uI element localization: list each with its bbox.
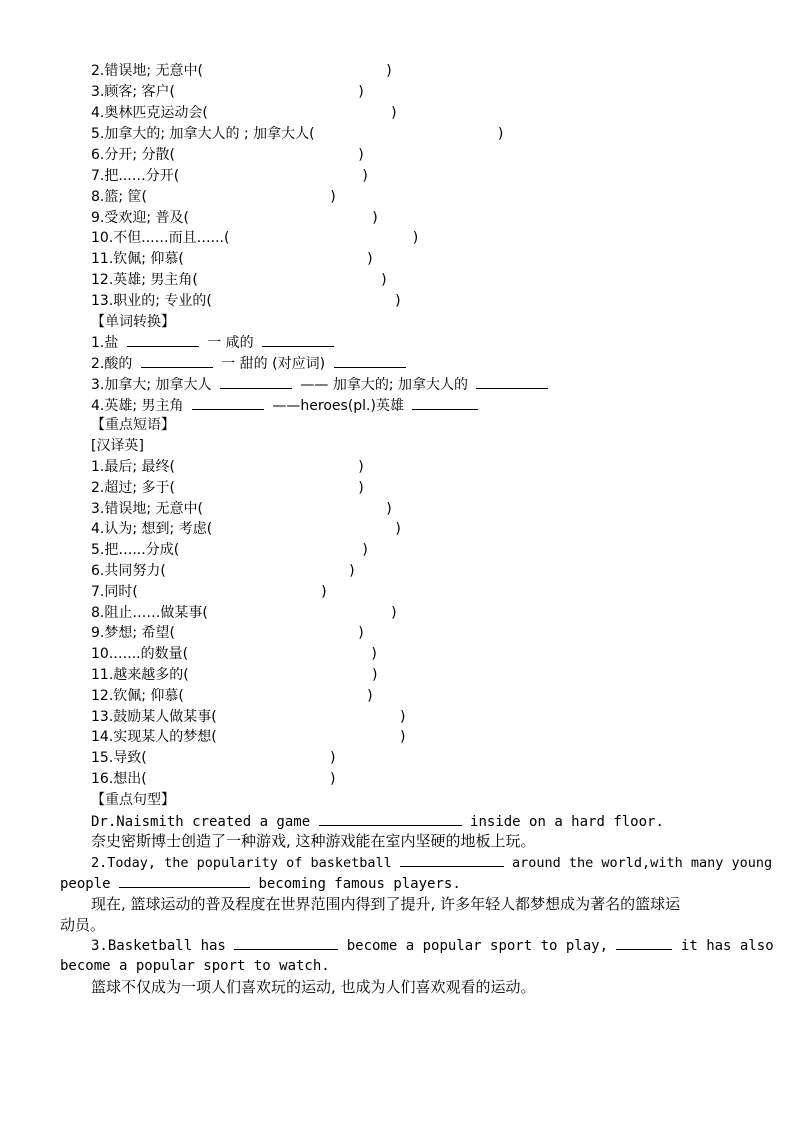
vocab-item [91,125,505,143]
phrase-label: 14.实现某人的梦想( [91,729,217,745]
close-paren: ) [398,729,408,745]
sentence-text: around the world,with many young [512,855,773,871]
vocab-item-label: 3.顾客; 客户( [91,84,175,100]
phrase-item [91,687,374,705]
section-heading-word-transform: 【单词转换】 [91,314,175,330]
phrase-item [91,749,337,767]
phrase-label: 11.越来越多的( [91,667,189,683]
close-paren: ) [319,584,329,600]
answer-blank[interactable] [234,936,338,950]
vocab-item-label: 12.英雄; 男主角( [91,272,198,288]
sentence-2-en-line2 [60,874,461,892]
answer-blank[interactable] [334,354,406,368]
close-paren: ) [379,272,389,288]
sentence-1-cn: 奈史密斯博士创造了一种游戏, 这种游戏能在室内坚硬的地板上玩。 [91,832,536,850]
sentence-text: becoming famous players. [258,876,461,892]
sentence-2-en-line1 [91,853,772,871]
sentence-text: it has also [680,938,774,954]
phrase-label: 12.钦佩; 仰慕( [91,688,184,704]
vocab-item [91,62,393,80]
phrase-item [91,458,365,476]
vocab-item [91,271,388,289]
close-paren: ) [389,605,399,621]
sentence-2-cn-line1: 现在, 篮球运动的普及程度在世界范围内得到了提升, 许多年轻人都梦想成为著名的篮球运 [91,895,681,913]
sentence-text: become a popular sport to play, [346,938,609,954]
vocab-item-label: 6.分开; 分散( [91,147,175,163]
phrase-label: 6.共同努力( [91,563,166,579]
phrase-item [91,562,356,580]
phrase-item [91,666,379,684]
vocab-item [91,83,365,101]
answer-blank[interactable] [262,333,334,347]
phrase-label: 4.认为; 想到; 考虑( [91,521,213,537]
phrase-label: 1.最后; 最终( [91,459,175,475]
phrase-item [91,770,337,788]
phrase-item [91,708,407,726]
sentence-text: people [60,876,111,892]
phrase-item [91,728,407,746]
sentence-text: 3.Basketball has [91,938,226,954]
close-paren: ) [361,168,370,184]
vocab-item [91,146,365,164]
word-prompt: 1.盐 [91,335,119,351]
phrase-item [91,583,328,601]
word-transform-item [91,375,548,393]
word-transform-item [91,354,406,372]
close-paren: ) [411,230,420,246]
close-paren: ) [361,542,370,558]
word-prompt: 一 甜的 (对应词) [221,356,326,372]
phrase-item [91,541,370,559]
close-paren: ) [393,293,403,309]
answer-blank[interactable] [127,333,199,347]
vocab-item [91,292,402,310]
answer-blank[interactable] [141,354,213,368]
answer-blank[interactable] [192,396,264,410]
phrase-item [91,624,365,642]
answer-blank[interactable] [319,812,462,826]
vocab-item [91,167,370,185]
word-prompt: 3.加拿大; 加拿大人 [91,377,212,393]
sentence-text: Dr.Naismith created a game [91,814,311,830]
vocab-item-label: 4.奥林匹克运动会( [91,105,208,121]
vocab-item-label: 8.篮; 筐( [91,189,147,205]
phrase-item [91,604,398,622]
close-paren: ) [328,750,338,766]
phrases-subtitle: [汉译英] [91,438,144,454]
phrase-label: 16.想出( [91,771,147,787]
vocab-item-label: 2.错误地; 无意中( [91,63,203,79]
phrase-label: 9.梦想; 希望( [91,625,175,641]
phrase-item [91,645,379,663]
answer-blank[interactable] [220,375,292,389]
phrase-label: 5.把…...分成( [91,542,180,558]
close-paren: ) [357,459,366,475]
sentence-text: 2.Today, the popularity of basketball [91,855,392,871]
phrase-label: 10.…...的数量( [91,646,189,662]
vocab-item-label: 7.把...…分开( [91,168,180,184]
word-prompt: 2.酸的 [91,356,133,372]
sentence-text: inside on a hard floor. [470,814,664,830]
close-paren: ) [394,521,403,537]
answer-blank[interactable] [616,936,672,950]
close-paren: ) [328,771,338,787]
section-heading-phrases: 【重点短语】 [91,417,175,433]
sentence-1-en [91,812,664,830]
sentence-3-en-line2: become a popular sport to watch. [60,958,330,974]
phrase-item [91,500,393,518]
sentence-3-cn: 篮球不仅成为一项人们喜欢玩的运动, 也成为人们喜欢观看的运动。 [91,978,536,996]
close-paren: ) [389,105,399,121]
vocab-item [91,229,420,247]
vocab-item [91,250,374,268]
answer-blank[interactable] [476,375,548,389]
close-paren: ) [329,189,338,205]
close-paren: ) [370,646,379,662]
answer-blank[interactable] [412,396,478,410]
vocab-item-label: 9.受欢迎; 普及( [91,210,189,226]
close-paren: ) [496,126,506,142]
vocab-item-label: 11.钦佩; 仰慕( [91,251,184,267]
word-prompt: 4.英雄; 男主角 [91,398,184,414]
close-paren: ) [357,480,366,496]
vocab-item-label: 10.不但...…而且…...( [91,230,230,246]
phrase-label: 3.错误地; 无意中( [91,501,203,517]
phrase-label: 15.导致( [91,750,147,766]
vocab-item-label: 5.加拿大的; 加拿大人的 ; 加拿大人( [91,126,315,142]
answer-blank[interactable] [119,874,250,888]
sentence-3-en-line1 [91,936,774,954]
word-prompt: ——heroes(pl.)英雄 [272,398,404,414]
word-prompt: 一 咸的 [207,335,254,351]
phrase-label: 7.同时( [91,584,138,600]
word-transform-item [91,333,334,351]
vocab-item [91,104,398,122]
phrase-label: 2.超过; 多于( [91,480,175,496]
close-paren: ) [357,84,366,100]
close-paren: ) [385,501,394,517]
sentence-2-cn-line2: 动员。 [60,916,106,934]
phrase-item [91,520,403,538]
section-heading-sentences: 【重点句型】 [91,792,175,808]
phrase-label: 8.阻止……做某事( [91,605,208,621]
vocab-item [91,188,337,206]
close-paren: ) [365,688,375,704]
close-paren: ) [357,625,366,641]
close-paren: ) [371,210,380,226]
answer-blank[interactable] [400,853,504,867]
close-paren: ) [398,709,408,725]
close-paren: ) [357,147,366,163]
phrase-label: 13.鼓励某人做某事( [91,709,217,725]
close-paren: ) [365,251,375,267]
close-paren: ) [385,63,394,79]
word-transform-item [91,396,478,414]
vocab-item [91,209,379,227]
word-prompt: —— 加拿大的; 加拿大人的 [300,377,469,393]
vocab-item-label: 13.职业的; 专业的( [91,293,212,309]
close-paren: ) [370,667,380,683]
close-paren: ) [347,563,357,579]
phrase-item [91,479,365,497]
